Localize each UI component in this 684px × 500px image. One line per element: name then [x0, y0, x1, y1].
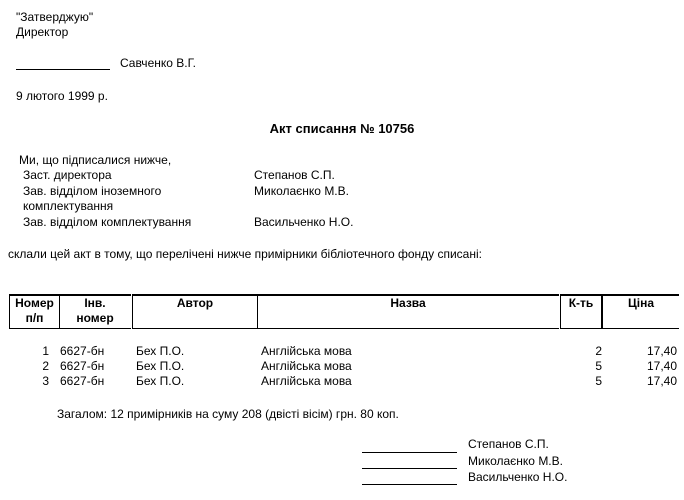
header-title: [257, 294, 559, 329]
cell-number: 3: [42, 374, 49, 388]
cell-title: Англійська мова: [261, 374, 352, 388]
cell-inventory: 6627-бн: [60, 359, 105, 373]
cell-number: 1: [42, 344, 49, 358]
header-title-label: Назва: [390, 296, 426, 310]
cell-inventory: 6627-бн: [60, 374, 105, 388]
header-number-line1: Номер: [15, 296, 54, 310]
header-quantity: [560, 294, 602, 329]
cell-number: 2: [42, 359, 49, 373]
header-quantity-label: К-ть: [568, 296, 594, 310]
approver-position: Директор: [16, 25, 69, 39]
member-role: Заст. директора: [23, 168, 112, 182]
member-name: Степанов С.П.: [254, 168, 335, 182]
total-summary: Загалом: 12 примірників на суму 208 (двісті вісім) грн. 80 коп.: [57, 407, 399, 421]
header-price: [602, 294, 679, 329]
member-role-continued: комплектування: [23, 199, 114, 213]
header-number-line2: п/п: [25, 311, 44, 325]
act-statement: склали цей акт в тому, що перелічені нижче примірники бібліотечного фонду списані:: [8, 247, 482, 261]
approval-stamp: "Затверджую": [16, 10, 94, 24]
cell-title: Англійська мова: [261, 359, 352, 373]
header-author-label: Автор: [176, 296, 214, 310]
commission-intro: Ми, що підписалися нижче,: [19, 153, 172, 167]
cell-price: 17,40: [646, 344, 677, 358]
cell-inventory: 6627-бн: [60, 344, 105, 358]
cell-quantity: 5: [595, 374, 602, 388]
cell-price: 17,40: [646, 374, 677, 388]
header-inventory: [59, 294, 131, 329]
signature-line: [362, 468, 457, 469]
member-role: Зав. відділом комплектування: [23, 215, 192, 229]
signature-line: [362, 484, 457, 485]
cell-title: Англійська мова: [261, 344, 352, 358]
header-price-label: Ціна: [627, 296, 655, 310]
cell-author: Бех П.О.: [136, 344, 185, 358]
header-number: [9, 294, 60, 329]
cell-quantity: 2: [595, 344, 602, 358]
member-role: Зав. відділом іноземного: [23, 184, 162, 198]
header-author: [132, 294, 258, 329]
signatory-name: Степанов С.П.: [468, 437, 549, 451]
director-name: Савченко В.Г.: [120, 56, 196, 70]
document-date: 9 лютого 1999 р.: [16, 89, 108, 103]
cell-quantity: 5: [595, 359, 602, 373]
member-name: Миколаєнко М.В.: [254, 184, 349, 198]
document-title: Акт списання № 10756: [269, 121, 415, 136]
member-name: Васильченко Н.О.: [254, 215, 354, 229]
signatory-name: Васильченко Н.О.: [468, 470, 568, 484]
header-inventory-line1: Інв.: [84, 296, 106, 310]
cell-author: Бех П.О.: [136, 374, 185, 388]
director-signature-line: [16, 69, 110, 70]
cell-price: 17,40: [646, 359, 677, 373]
signatory-name: Миколаєнко М.В.: [468, 454, 563, 468]
header-inventory-line2: номер: [76, 311, 114, 325]
cell-author: Бех П.О.: [136, 359, 185, 373]
signature-line: [362, 452, 457, 453]
